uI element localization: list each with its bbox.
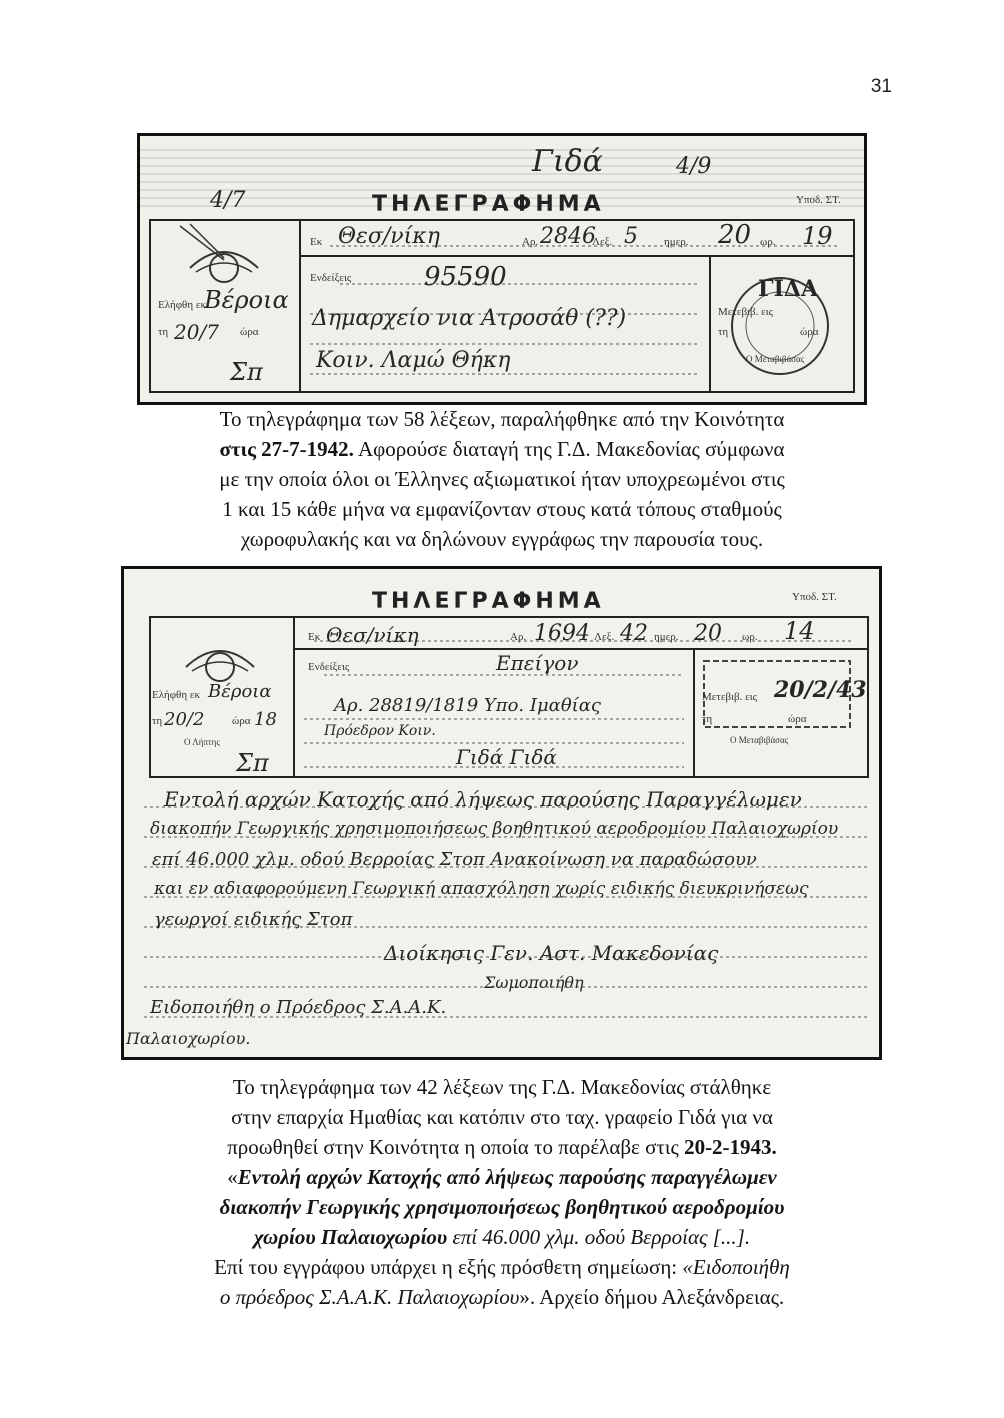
label-words: Λεξ. — [592, 236, 613, 248]
caption-2-line-7: Επί του εγγράφου υπάρχει η εξής πρόσθετη σημείωση: «Ειδοποιήθη — [214, 1255, 790, 1279]
telegram-2-form-label: Υποδ. ΣΤ. — [792, 591, 837, 603]
hand-body-line-1: Εντολή αρχών Κατοχής από λήψεως παρούσης Παραγγέλωμεν — [164, 787, 802, 811]
hand-indications: 95590 — [424, 262, 507, 292]
label-number: Αρ. — [510, 631, 527, 643]
label-day: ημερ. — [654, 631, 679, 643]
hand-from: Θεσ/νίκη — [338, 224, 440, 249]
label-day: ημερ. — [664, 236, 689, 248]
hand-words: 5 — [624, 224, 638, 249]
label-hour-right: ώρα — [800, 326, 819, 338]
label-hour: ωρ. — [760, 236, 776, 248]
hand-body-line-7: Σωμοποιήθη — [484, 973, 584, 992]
hand-hour: 14 — [784, 617, 815, 645]
label-hour-left: ώρα — [240, 326, 259, 338]
stamp-text: ΓΙΔΑ — [758, 276, 819, 302]
hand-signature: Σπ — [236, 749, 269, 777]
caption-2-line-8: ο πρόεδρος Σ.Α.Α.Κ. Παλαιοχωρίου». Αρχείο δήμου Αλεξάνδρειας. — [219, 1285, 785, 1309]
hand-on: 20/2 — [164, 709, 205, 730]
hand-day: 20 — [718, 220, 752, 250]
caption-1-line-5: χωροφυλακής και να δηλώνουν εγγράφως την παρουσία τους. — [240, 527, 764, 551]
telegram-1-title: ΤΗΛΕΓΡΑΦΗΜΑ — [372, 192, 605, 217]
hand-line4: Γιδά Γιδά — [456, 745, 557, 769]
hand-line2: Αρ. 28819/1819 Υπο. Ιμαθίας — [334, 695, 601, 716]
caption-1-line-1: Το τηλεγράφημα των 58 λέξεων, παραλήφθηκε από την Κοινότητα — [219, 407, 785, 431]
caption-1 — [80, 404, 924, 554]
page-number: 31 — [870, 76, 892, 97]
hand-signature: Σπ — [230, 358, 263, 386]
hand-from: Θεσ/νίκη — [326, 623, 419, 647]
telegram-scan-2 — [121, 566, 882, 1060]
label-transmitted: Μετεβιβ. εις — [718, 306, 774, 318]
label-on-2: τη — [718, 326, 729, 338]
label-hour-right: ώρα — [788, 713, 807, 725]
label-recipient: Ο Λήπτης — [184, 737, 220, 747]
label-from: Εκ — [310, 236, 323, 248]
label-indications: Ενδείξεις — [308, 661, 350, 673]
caption-2-line-6: χωρίου Παλαιοχωρίου επί 46.000 χλμ. οδού Βερροίας [...]. — [253, 1225, 751, 1249]
hand-top: Γιδά — [532, 144, 603, 179]
hand-body-line-4: και εν αδιαφορούμενη Γεωργική απασχόληση χωρίς ειδικής διευκρινήσεως — [154, 879, 809, 899]
caption-2-line-4: «Εντολή αρχών Κατοχής από λήψεως παρούσης παραγγέλωμεν — [227, 1165, 777, 1189]
telegram-scan-1 — [137, 133, 867, 405]
hand-corner: 4/7 — [210, 188, 246, 213]
label-received: Ελήφθη εκ — [158, 299, 206, 311]
label-on: τη — [158, 326, 169, 338]
stamp-text: 20/2/43 — [774, 677, 867, 703]
hand-number: 1694 — [534, 621, 590, 646]
hand-received-from: Βέροια — [204, 286, 289, 314]
hand-body-line-8: Ειδοποιήθη ο Πρόεδρος Σ.Α.Α.Κ. — [150, 997, 447, 1018]
hand-body-line-3: επί 46.000 χλμ. οδού Βερροίας Στοπ Ανακοίνωση να παραδώσουν — [152, 849, 757, 870]
hand-body-line-5: γεωργοί ειδικής Στοπ — [154, 909, 353, 930]
hand-body-line-9: Παλαιοχωρίου. — [126, 1029, 251, 1048]
hand-line2: Δημαρχείο νια Ατροσάθ (??) — [312, 306, 627, 331]
label-on-2: τη — [702, 713, 713, 725]
caption-2-line-5: διακοπήν Γεωργικής χρησιμοποιήσεως βοηθητικού αεροδρομίου — [219, 1195, 785, 1219]
hand-words: 42 — [620, 621, 648, 646]
caption-2-line-1: Το τηλεγράφημα των 42 λέξεων της Γ.Δ. Μακεδονίας στάλθηκε — [232, 1075, 772, 1099]
hand-received-from: Βέροια — [208, 681, 272, 702]
hand-on: 20/7 — [174, 320, 219, 344]
hand-line3: Πρόεδρον Κοιν. — [324, 723, 436, 739]
label-received: Ελήφθη εκ — [152, 689, 200, 701]
hand-number: 2846 — [540, 224, 596, 249]
caption-1-line-2: στις 27-7-1942. Αφορούσε διαταγή της Γ.Δ. Μακεδονίας σύμφωνα — [219, 437, 785, 461]
hand-day: 20 — [694, 621, 722, 646]
hand-body-line-6: Διοίκησις Γεν. Αστ. Μακεδονίας — [384, 941, 719, 965]
label-on: τη — [152, 715, 163, 727]
hand-fraction: 4/9 — [676, 154, 712, 179]
label-transmitter: Ο Μεταβιβάσας — [746, 354, 805, 364]
hand-indications: Επείγον — [496, 651, 579, 675]
hand-hour: 19 — [802, 222, 833, 250]
telegram-1-form-label: Υποδ. ΣΤ. — [796, 194, 841, 206]
label-indications: Ενδείξεις — [310, 272, 352, 284]
label-from: Εκ — [308, 631, 321, 643]
caption-2-line-3: προωθηθεί στην Κοινότητα η οποία το παρέλαβε στις 20-2-1943. — [227, 1135, 777, 1159]
label-words: Λεξ. — [594, 631, 615, 643]
caption-2-line-2: στην επαρχία Ημαθίας και κατόπιν στο ταχ. γραφείο Γιδά για να — [231, 1105, 773, 1129]
caption-2 — [60, 1072, 944, 1312]
hand-line3: Κοιν. Λαμώ Θήκη — [316, 348, 511, 373]
telegram-2-title: ΤΗΛΕΓΡΑΦΗΜΑ — [372, 589, 605, 614]
label-number: Αρ. — [522, 236, 539, 248]
label-transmitter: Ο Μεταβιβάσας — [730, 735, 789, 745]
hand-body-line-2: διακοπήν Γεωργικής χρησιμοποιήσεως βοηθητικού αεροδρομίου Παλαιοχωρίου — [150, 819, 839, 839]
caption-1-line-3: με την οποία όλοι οι Έλληνες αξιωματικοί ήταν υποχρεωμένοι στις — [219, 467, 785, 491]
caption-1-line-4: 1 και 15 κάθε μήνα να εμφανίζονταν στους κατά τόπους σταθμούς — [222, 497, 782, 521]
label-hour-left: ώρα — [232, 715, 251, 727]
label-transmitted: Μετεβιβ. εις — [702, 691, 758, 703]
label-hour: ωρ. — [742, 631, 758, 643]
hand-hour-left: 18 — [254, 709, 277, 730]
